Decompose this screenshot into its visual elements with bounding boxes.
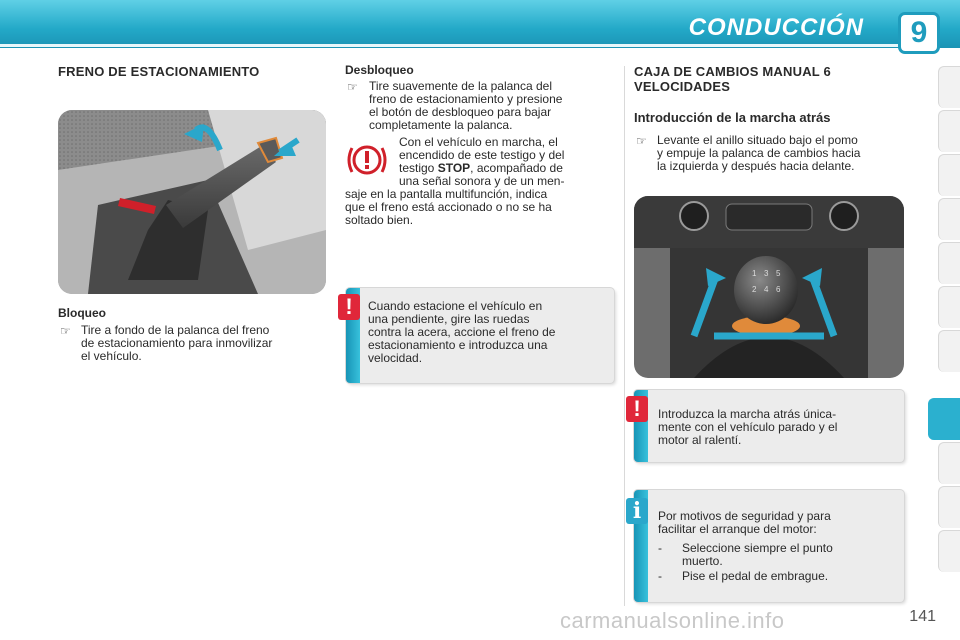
note-reverse-warning bbox=[634, 390, 904, 462]
chapter-tab[interactable] bbox=[938, 110, 960, 152]
chapter-number-badge[interactable]: 9 bbox=[898, 12, 940, 54]
stop-warning-text-bottom: saje en la pantalla multifunción, indica que el freno está accionado o no se ha soltado bien. bbox=[345, 187, 552, 227]
info-icon: i bbox=[626, 498, 648, 524]
header-underline bbox=[0, 44, 900, 47]
note-list-item: Pise el pedal de embrague. bbox=[682, 569, 829, 583]
page-number: 141 bbox=[909, 608, 936, 625]
handbrake-photo bbox=[58, 110, 326, 294]
gear-label: 2 bbox=[752, 285, 757, 294]
note-safety-info bbox=[634, 490, 904, 602]
gear-lever-photo bbox=[634, 196, 904, 378]
chapter-tab-rail bbox=[938, 66, 960, 574]
chapter-tab[interactable] bbox=[938, 66, 960, 108]
note-text: Por motivos de seguridad y para facilitar el arranque del motor: bbox=[658, 509, 831, 536]
chapter-tab[interactable] bbox=[938, 242, 960, 284]
chapter-tab[interactable] bbox=[938, 154, 960, 196]
watermark: carmanualsonline.info bbox=[560, 608, 785, 633]
chapter-tab[interactable] bbox=[938, 530, 960, 572]
note-list-item: Seleccione siempre el punto muerto. bbox=[682, 541, 833, 568]
chapter-tab[interactable] bbox=[938, 286, 960, 328]
note-text: Introduzca la marcha atrás única- mente con el vehículo parado y el motor al ralentí. bbox=[658, 407, 838, 447]
bullet-icon: ☞ bbox=[636, 134, 647, 148]
heading-desbloqueo: Desbloqueo bbox=[345, 63, 414, 77]
gear-label: 6 bbox=[776, 285, 781, 294]
section-title-parking-brake: FRENO DE ESTACIONAMIENTO bbox=[58, 64, 260, 79]
section-title-gearbox: CAJA DE CAMBIOS MANUAL 6 VELOCIDADES bbox=[634, 64, 831, 94]
note-text: Cuando estacione el vehículo en una pendiente, gire las ruedas contra la acera, accione el freno de estacionamiento e introduzca una velocidad. bbox=[368, 299, 556, 365]
desbloqueo-text: Tire suavemente de la palanca del freno de estacionamiento y presione el botón de desbloqueo para bajar completamente la palanca. bbox=[369, 79, 563, 132]
reverse-gear-text: Levante el anillo situado bajo el pomo y empuje la palanca de cambios hacia la izquierda y después hacia delante. bbox=[657, 133, 861, 173]
warning-icon: ! bbox=[338, 294, 360, 320]
subtitle-reverse-gear: Introducción de la marcha atrás bbox=[634, 110, 831, 125]
chapter-tab[interactable] bbox=[938, 442, 960, 484]
heading-bloqueo: Bloqueo bbox=[58, 306, 106, 320]
warning-icon: ! bbox=[626, 396, 648, 422]
gear-label: 3 bbox=[764, 269, 769, 278]
gear-label: 5 bbox=[776, 269, 781, 278]
bullet-icon: ☞ bbox=[60, 324, 71, 338]
gear-label: 1 bbox=[752, 269, 757, 278]
bloqueo-text: Tire a fondo de la palanca del freno de estacionamiento para inmovilizar el vehículo. bbox=[81, 323, 273, 363]
chapter-tab[interactable] bbox=[938, 486, 960, 528]
column-divider bbox=[624, 66, 625, 606]
chapter-tab[interactable] bbox=[938, 198, 960, 240]
chapter-tab-active[interactable] bbox=[928, 398, 960, 440]
chapter-tab[interactable] bbox=[938, 330, 960, 372]
dash-bullet: - bbox=[658, 569, 662, 583]
bullet-icon: ☞ bbox=[347, 80, 358, 94]
dash-bullet: - bbox=[658, 541, 662, 555]
stop-word: STOP bbox=[437, 161, 471, 175]
brake-warning-lamp-icon bbox=[346, 142, 388, 178]
gear-label: 4 bbox=[764, 285, 769, 294]
note-slope-parking bbox=[346, 288, 614, 383]
chapter-title: CONDUCCIÓN bbox=[688, 14, 864, 41]
stop-warning-text-top: Con el vehículo en marcha, el encendido de este testigo y del testigo STOP, acompañado de una señal sonora y de un men- bbox=[399, 135, 565, 188]
